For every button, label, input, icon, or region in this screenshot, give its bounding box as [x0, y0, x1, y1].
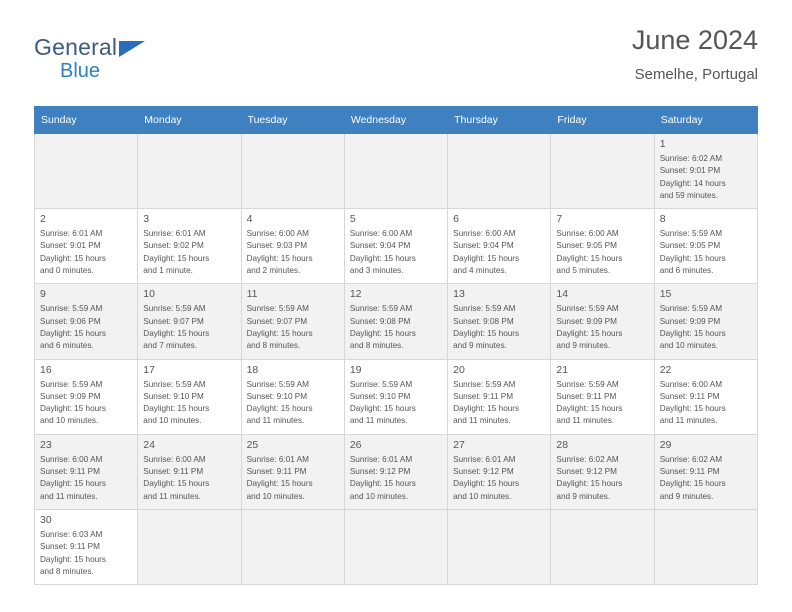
day-sunrise-text: Sunrise: 5:59 AM: [349, 379, 413, 389]
logo-text-general: General: [34, 34, 118, 60]
page-title: June 2024: [631, 25, 758, 55]
weekday-header-sunday: Sunday: [35, 107, 138, 134]
calendar-week-row: [35, 209, 758, 284]
day-sun-info: [660, 303, 752, 352]
day-sunset-text: Sunset: 9:11 PM: [246, 467, 307, 477]
day-daylight1-text: Daylight: 15 hours: [349, 328, 416, 338]
day-sunset-text: Sunset: 9:11 PM: [453, 391, 514, 401]
day-sun-info: [40, 303, 132, 352]
day-daylight2-text: and 59 minutes.: [659, 190, 718, 200]
day-sunrise-text: Sunrise: 6:02 AM: [659, 154, 723, 163]
weekday-header-friday: Friday: [551, 107, 654, 134]
day-daylight2-text: and 9 minutes.: [556, 341, 611, 351]
day-number: 27: [453, 438, 465, 451]
day-sunrise-text: Sunrise: 6:00 AM: [659, 379, 723, 389]
day-sun-info: [660, 379, 752, 428]
calendar-week-row: [35, 509, 758, 584]
day-sun-info: [556, 454, 648, 503]
day-sun-info: [350, 303, 442, 352]
day-sun-info: [247, 379, 339, 428]
day-number: 10: [143, 288, 155, 301]
day-sunrise-text: Sunrise: 6:00 AM: [556, 229, 619, 239]
calendar-cell-empty: [551, 509, 654, 584]
calendar-day-cell: [448, 209, 551, 284]
day-sunset-text: Sunset: 9:11 PM: [659, 467, 720, 477]
day-sunrise-text: Sunrise: 5:59 AM: [143, 379, 206, 389]
calendar-day-cell: [654, 134, 757, 209]
day-sunrise-text: Sunrise: 6:02 AM: [556, 454, 619, 464]
day-daylight2-text: and 9 minutes.: [556, 491, 611, 501]
day-daylight1-text: Daylight: 15 hours: [143, 253, 210, 263]
day-daylight1-text: Daylight: 15 hours: [143, 479, 210, 489]
day-daylight1-text: Daylight: 15 hours: [40, 253, 106, 263]
day-number: 21: [556, 363, 569, 376]
day-daylight2-text: and 11 minutes.: [40, 491, 98, 501]
day-sunset-text: Sunset: 9:12 PM: [556, 467, 617, 477]
day-number: 14: [556, 288, 569, 301]
calendar-day-cell: [138, 359, 241, 434]
day-number: 8: [659, 213, 666, 226]
calendar-day-cell: [35, 434, 138, 509]
day-sunset-text: Sunset: 9:10 PM: [246, 391, 308, 401]
day-number: 30: [40, 513, 52, 526]
day-daylight2-text: and 10 minutes.: [453, 491, 512, 501]
day-daylight1-text: Daylight: 15 hours: [349, 404, 416, 414]
day-sunset-text: Sunset: 9:05 PM: [556, 241, 617, 251]
day-sunset-text: Sunset: 9:01 PM: [659, 166, 721, 176]
day-number: 19: [349, 363, 362, 376]
day-daylight2-text: and 6 minutes.: [40, 341, 94, 351]
day-sun-info: [453, 228, 545, 277]
day-daylight2-text: and 11 minutes.: [349, 416, 408, 426]
calendar-day-cell: [35, 284, 138, 359]
day-sun-info: [350, 379, 442, 428]
calendar-cell-empty: [344, 509, 447, 584]
day-daylight1-text: Daylight: 15 hours: [246, 253, 313, 263]
day-sun-info: [40, 529, 132, 578]
day-sunset-text: Sunset: 9:10 PM: [143, 391, 204, 401]
day-daylight1-text: Daylight: 15 hours: [349, 479, 416, 489]
day-sunrise-text: Sunrise: 5:59 AM: [143, 304, 206, 314]
calendar-day-cell: [448, 359, 551, 434]
calendar-day-cell: [138, 209, 241, 284]
calendar-cell-empty: [551, 134, 654, 209]
day-daylight1-text: Daylight: 15 hours: [143, 404, 210, 414]
day-sun-info: [453, 303, 545, 352]
calendar-body: [35, 134, 758, 585]
day-sun-info: [40, 379, 132, 428]
title-block: [632, 26, 758, 83]
day-sunset-text: Sunset: 9:02 PM: [143, 241, 204, 251]
day-number: 1: [659, 138, 666, 150]
calendar-week-row: [35, 359, 758, 434]
day-number: 25: [246, 438, 259, 451]
day-sun-info: [143, 379, 235, 428]
day-number: 3: [143, 213, 150, 226]
calendar-cell-empty: [654, 509, 757, 584]
calendar-cell-empty: [35, 134, 138, 209]
day-sunrise-text: Sunrise: 6:00 AM: [453, 229, 516, 239]
day-number: 23: [40, 438, 52, 451]
day-sun-info: [40, 454, 132, 503]
calendar-day-cell: [654, 284, 757, 359]
day-daylight1-text: Daylight: 14 hours: [659, 178, 726, 188]
day-daylight2-text: and 4 minutes.: [453, 266, 507, 276]
day-sunset-text: Sunset: 9:05 PM: [659, 241, 721, 251]
day-sunrise-text: Sunrise: 6:00 AM: [246, 229, 309, 239]
day-sunset-text: Sunset: 9:08 PM: [349, 316, 411, 326]
day-daylight2-text: and 0 minutes.: [40, 266, 94, 276]
day-number: 15: [659, 288, 672, 301]
day-daylight2-text: and 6 minutes.: [659, 266, 714, 276]
day-daylight2-text: and 10 minutes.: [246, 491, 305, 501]
day-daylight2-text: and 11 minutes.: [246, 416, 305, 426]
day-sunset-text: Sunset: 9:04 PM: [453, 241, 514, 251]
day-sunset-text: Sunset: 9:04 PM: [349, 241, 411, 251]
day-daylight2-text: and 10 minutes.: [143, 416, 202, 426]
day-sunrise-text: Sunrise: 5:59 AM: [556, 379, 619, 389]
day-sunset-text: Sunset: 9:08 PM: [453, 316, 514, 326]
day-sunset-text: Sunset: 9:01 PM: [40, 241, 101, 251]
calendar-day-cell: [344, 284, 447, 359]
day-daylight1-text: Daylight: 15 hours: [246, 479, 313, 489]
day-sunrise-text: Sunrise: 6:00 AM: [349, 229, 413, 239]
day-daylight2-text: and 9 minutes.: [659, 491, 714, 501]
day-daylight2-text: and 11 minutes.: [453, 416, 511, 426]
day-sunrise-text: Sunrise: 5:59 AM: [349, 304, 413, 314]
day-daylight1-text: Daylight: 15 hours: [40, 404, 106, 414]
day-sunrise-text: Sunrise: 5:59 AM: [659, 304, 723, 314]
day-sun-info: [556, 228, 648, 277]
day-sunrise-text: Sunrise: 6:01 AM: [40, 229, 103, 239]
day-sunset-text: Sunset: 9:06 PM: [40, 316, 101, 326]
day-sunset-text: Sunset: 9:10 PM: [349, 391, 411, 401]
calendar-day-cell: [138, 284, 241, 359]
day-sunrise-text: Sunrise: 6:01 AM: [349, 454, 413, 464]
day-sunset-text: Sunset: 9:09 PM: [556, 316, 617, 326]
calendar-day-cell: [138, 434, 241, 509]
calendar-cell-empty: [344, 134, 447, 209]
day-sunrise-text: Sunrise: 5:59 AM: [659, 229, 723, 239]
day-sun-info: [660, 153, 752, 202]
day-daylight1-text: Daylight: 15 hours: [40, 554, 106, 564]
day-daylight2-text: and 10 minutes.: [349, 491, 409, 501]
day-daylight1-text: Daylight: 15 hours: [453, 404, 520, 414]
day-sun-info: [143, 454, 235, 503]
day-sun-info: [556, 379, 648, 428]
calendar-day-cell: [35, 509, 138, 584]
day-daylight1-text: Daylight: 15 hours: [453, 328, 520, 338]
day-daylight1-text: Daylight: 15 hours: [556, 479, 623, 489]
calendar-week-row: [35, 434, 758, 509]
day-daylight2-text: and 10 minutes.: [40, 416, 99, 426]
calendar-day-cell: [448, 434, 551, 509]
weekday-header-row: [35, 107, 758, 134]
day-number: 12: [349, 288, 362, 301]
page-header: [34, 26, 758, 98]
day-number: 24: [143, 438, 155, 451]
day-sunrise-text: Sunrise: 6:01 AM: [143, 229, 206, 239]
day-sunset-text: Sunset: 9:07 PM: [143, 316, 204, 326]
weekday-header-monday: Monday: [138, 107, 241, 134]
day-daylight1-text: Daylight: 15 hours: [659, 253, 726, 263]
calendar-cell-empty: [241, 509, 344, 584]
day-number: 17: [143, 363, 155, 376]
day-daylight1-text: Daylight: 15 hours: [143, 328, 210, 338]
day-number: 7: [556, 213, 563, 226]
day-daylight1-text: Daylight: 15 hours: [659, 404, 726, 414]
day-daylight2-text: and 1 minute.: [143, 266, 193, 276]
day-daylight1-text: Daylight: 15 hours: [40, 328, 106, 338]
day-number: 6: [453, 213, 459, 226]
calendar-day-cell: [35, 209, 138, 284]
weekday-header-tuesday: Tuesday: [241, 107, 344, 134]
day-daylight2-text: and 11 minutes.: [659, 416, 718, 426]
calendar-day-cell: [551, 359, 654, 434]
calendar-day-cell: [551, 434, 654, 509]
calendar-day-cell: [35, 359, 138, 434]
day-number: 9: [40, 288, 46, 301]
day-sun-info: [143, 303, 235, 352]
day-sunrise-text: Sunrise: 5:59 AM: [40, 304, 103, 314]
generalblue-logo: [34, 26, 145, 81]
day-sunrise-text: Sunrise: 5:59 AM: [453, 304, 516, 314]
calendar-day-cell: [448, 284, 551, 359]
day-daylight1-text: Daylight: 15 hours: [556, 253, 623, 263]
calendar-cell-empty: [138, 134, 241, 209]
day-sunset-text: Sunset: 9:07 PM: [246, 316, 308, 326]
day-daylight2-text: and 5 minutes.: [556, 266, 611, 276]
calendar-week-row: [35, 134, 758, 209]
day-daylight2-text: and 8 minutes.: [349, 341, 404, 351]
day-daylight2-text: and 11 minutes.: [556, 416, 615, 426]
day-sun-info: [556, 303, 648, 352]
day-daylight1-text: Daylight: 15 hours: [246, 328, 313, 338]
day-sunrise-text: Sunrise: 5:59 AM: [453, 379, 516, 389]
day-daylight1-text: Daylight: 15 hours: [246, 404, 313, 414]
weekday-header-wednesday: Wednesday: [344, 107, 447, 134]
day-number: 13: [453, 288, 465, 301]
calendar-day-cell: [241, 209, 344, 284]
day-number: 16: [40, 363, 52, 376]
calendar-cell-empty: [448, 509, 551, 584]
calendar-day-cell: [654, 359, 757, 434]
day-sunrise-text: Sunrise: 6:01 AM: [246, 454, 309, 464]
day-sun-info: [247, 454, 339, 503]
day-sun-info: [453, 454, 545, 503]
calendar-day-cell: [344, 359, 447, 434]
calendar-cell-empty: [241, 134, 344, 209]
calendar-day-cell: [241, 434, 344, 509]
day-daylight1-text: Daylight: 15 hours: [556, 404, 623, 414]
logo-text-blue: Blue: [60, 60, 101, 82]
calendar-table: [34, 106, 758, 585]
day-sunset-text: Sunset: 9:11 PM: [40, 467, 100, 477]
day-sun-info: [350, 454, 442, 503]
calendar-day-cell: [344, 209, 447, 284]
day-sunset-text: Sunset: 9:12 PM: [349, 467, 411, 477]
day-number: 28: [556, 438, 569, 451]
day-sunrise-text: Sunrise: 5:59 AM: [556, 304, 619, 314]
day-sunrise-text: Sunrise: 6:00 AM: [40, 454, 103, 464]
day-sunset-text: Sunset: 9:12 PM: [453, 467, 514, 477]
day-sunset-text: Sunset: 9:09 PM: [659, 316, 721, 326]
day-sun-info: [40, 228, 132, 277]
day-sunrise-text: Sunrise: 6:00 AM: [143, 454, 206, 464]
day-sun-info: [143, 228, 235, 277]
day-number: 26: [349, 438, 362, 451]
day-daylight2-text: and 7 minutes.: [143, 341, 197, 351]
day-number: 5: [349, 213, 356, 226]
day-daylight1-text: Daylight: 15 hours: [40, 479, 106, 489]
day-daylight1-text: Daylight: 15 hours: [453, 479, 520, 489]
day-sun-info: [660, 454, 752, 503]
calendar-cell-empty: [448, 134, 551, 209]
day-sunrise-text: Sunrise: 6:03 AM: [40, 529, 103, 539]
day-number: 2: [40, 213, 46, 226]
day-sunrise-text: Sunrise: 5:59 AM: [246, 304, 309, 314]
day-number: 4: [246, 213, 253, 226]
day-sun-info: [247, 228, 339, 277]
day-sun-info: [350, 228, 442, 277]
calendar-day-cell: [241, 284, 344, 359]
calendar-week-row: [35, 284, 758, 359]
calendar-day-cell: [551, 284, 654, 359]
day-sunset-text: Sunset: 9:03 PM: [246, 241, 308, 251]
day-number: 11: [246, 288, 258, 301]
calendar-day-cell: [654, 434, 757, 509]
day-daylight2-text: and 2 minutes.: [246, 266, 301, 276]
day-sun-info: [247, 303, 339, 352]
day-sunrise-text: Sunrise: 5:59 AM: [246, 379, 309, 389]
weekday-header-saturday: Saturday: [654, 107, 757, 134]
day-number: 20: [453, 363, 465, 376]
calendar-cell-empty: [138, 509, 241, 584]
day-daylight1-text: Daylight: 15 hours: [659, 328, 726, 338]
day-daylight1-text: Daylight: 15 hours: [659, 479, 726, 489]
day-daylight2-text: and 8 minutes.: [40, 566, 94, 576]
logo-flag-icon: [119, 41, 145, 57]
day-sunset-text: Sunset: 9:11 PM: [40, 542, 100, 552]
page-subtitle-location: Semelhe, Portugal: [634, 65, 758, 83]
day-sunset-text: Sunset: 9:11 PM: [659, 391, 720, 401]
day-sunset-text: Sunset: 9:11 PM: [556, 391, 617, 401]
day-daylight2-text: and 10 minutes.: [659, 341, 718, 351]
calendar-day-cell: [654, 209, 757, 284]
day-daylight1-text: Daylight: 15 hours: [453, 253, 520, 263]
day-number: 22: [659, 363, 672, 376]
day-daylight2-text: and 11 minutes.: [143, 491, 201, 501]
day-sunset-text: Sunset: 9:11 PM: [143, 467, 204, 477]
calendar-day-cell: [344, 434, 447, 509]
calendar-day-cell: [551, 209, 654, 284]
calendar-day-cell: [241, 359, 344, 434]
day-daylight1-text: Daylight: 15 hours: [349, 253, 416, 263]
day-sunrise-text: Sunrise: 5:59 AM: [40, 379, 103, 389]
day-sunset-text: Sunset: 9:09 PM: [40, 391, 101, 401]
weekday-header-thursday: Thursday: [448, 107, 551, 134]
day-sun-info: [453, 379, 545, 428]
day-number: 18: [246, 363, 259, 376]
day-sunrise-text: Sunrise: 6:01 AM: [453, 454, 516, 464]
day-daylight1-text: Daylight: 15 hours: [556, 328, 623, 338]
day-sun-info: [660, 228, 752, 277]
day-daylight2-text: and 9 minutes.: [453, 341, 507, 351]
day-daylight2-text: and 8 minutes.: [246, 341, 301, 351]
day-daylight2-text: and 3 minutes.: [349, 266, 404, 276]
day-number: 29: [659, 438, 672, 451]
day-sunrise-text: Sunrise: 6:02 AM: [659, 454, 723, 464]
